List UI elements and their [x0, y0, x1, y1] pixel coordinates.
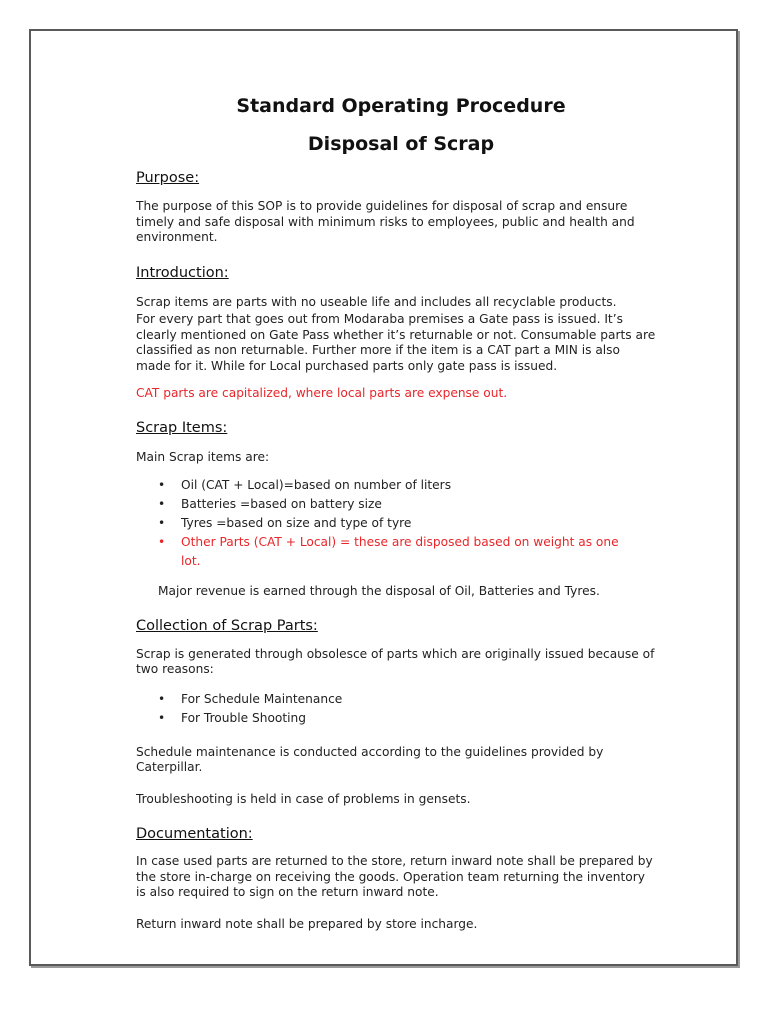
- list-item: • For Schedule Maintenance: [136, 690, 641, 709]
- list-item: • Tyres =based on size and type of tyre: [136, 514, 641, 533]
- collection-heading: Collection of Scrap Parts:: [136, 617, 318, 634]
- documentation-heading: Documentation:: [136, 826, 253, 842]
- document-title: Standard Operating Procedure: [236, 95, 566, 117]
- introduction-note: CAT parts are capitalized, where local parts are expense out.: [136, 386, 508, 400]
- purpose-heading: Purpose:: [136, 170, 200, 186]
- list-item: • Other Parts (CAT + Local) = these are disposed based on weight as one lot.: [136, 533, 641, 571]
- introduction-paragraph-1: Scrap items are parts with no useable life and includes all recyclable products.: [136, 294, 617, 309]
- purpose-text: The purpose of this SOP is to provide guidelines for disposal of scrap and ensure timely and safe disposal with minimum risks to employees, public and health and environment.: [136, 199, 635, 244]
- collection-paragraph-2: Troubleshooting is held in case of problems in gensets.: [136, 791, 471, 806]
- scrap-items-list: [136, 476, 656, 571]
- document-page: [29, 29, 738, 966]
- collection-intro: Scrap is generated through obsolesce of parts which are originally issued because of two reasons:: [136, 646, 655, 676]
- list-item: • Oil (CAT + Local)=based on number of liters: [136, 476, 641, 495]
- collection-paragraph-1: Schedule maintenance is conducted according to the guidelines provided by Caterpillar.: [136, 744, 604, 774]
- documentation-paragraph-1: In case used parts are returned to the store, return inward note shall be prepared by the store in-charge on receiving the goods. Operation team returning the inventory is also required to sign on the return inward note.: [136, 854, 653, 899]
- document-subtitle: Disposal of Scrap: [307, 133, 495, 155]
- list-item: • Batteries =based on battery size: [136, 495, 641, 514]
- scrap-items-intro: Main Scrap items are:: [136, 449, 270, 464]
- introduction-paragraph-2: For every part that goes out from Modaraba premises a Gate pass is issued. It’s clearly mentioned on Gate Pass whether it’s returnable or not. Consumable parts are classified as non returnable. Further more if the item is a CAT part a MIN is also made for it. While for Local purchased parts only gate pass is issued.: [136, 312, 656, 373]
- documentation-paragraph-2: Return inward note shall be prepared by store incharge.: [136, 916, 478, 931]
- scrap-items-revenue: Major revenue is earned through the disposal of Oil, Batteries and Tyres.: [158, 584, 600, 598]
- introduction-heading: Introduction:: [136, 264, 229, 281]
- document-content: [136, 91, 656, 932]
- scrap-items-heading: Scrap Items:: [136, 419, 228, 436]
- list-item: • For Trouble Shooting: [136, 709, 641, 728]
- collection-list: [136, 690, 656, 728]
